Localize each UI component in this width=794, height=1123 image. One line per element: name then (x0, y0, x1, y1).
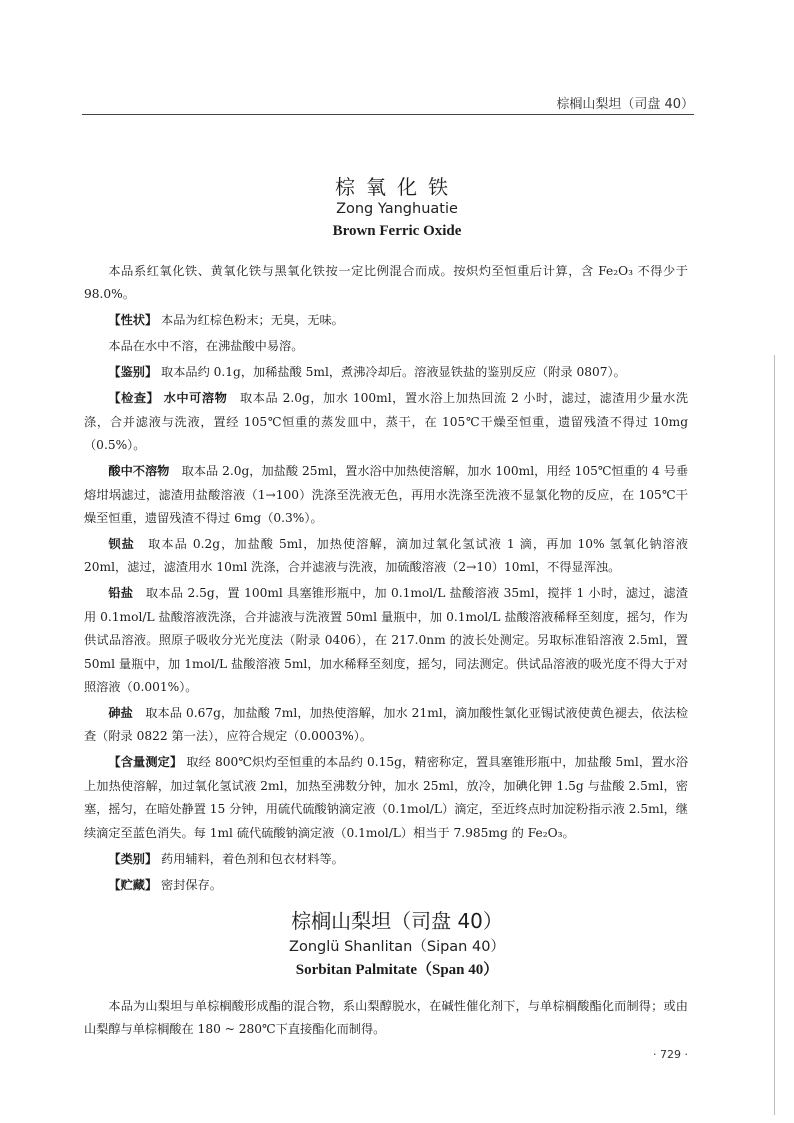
arsenic-section (84, 702, 688, 749)
barium-text: 取本品 0.2g，加盐酸 5ml，加热使溶解，滴加过氧化氢试液 1 滴，再加 10% 氢氧化钠溶液 20ml，滤过，滤渣用水 10ml 洗涤，合并滤液与洗液，加硫酸溶液（2→10）10ml，不得显浑浊。 (84, 537, 688, 575)
page-edge-rule (774, 355, 775, 1115)
category-tag: 【类别】 (108, 851, 158, 866)
lead-section (84, 582, 688, 699)
storage-section (84, 874, 688, 897)
lead-text: 取本品 2.5g，置 100ml 具塞锥形瓶中，加 0.1mol/L 盐酸溶液 35ml，搅拌 1 小时，滤过，滤渣用 0.1mol/L 盐酸溶液洗涤，合并滤液与洗液置 50ml 量瓶中，加 0.1mol/L 盐酸溶液稀释至刻度，摇匀，作为供试品溶液。照原子吸收分光光度法（附录 0406），在 217.0nm 的波长处测定。另取标准铅溶液 2.5ml，置 50ml 量瓶中，加 1mol/L 盐酸溶液 5ml，加水稀释至刻度，摇匀，同法测定。供试品溶液的吸光度不得大于对照溶液（0.001%）。 (84, 586, 689, 695)
monograph2-title-zh: 棕榈山梨坦（司盘 40） (291, 909, 503, 933)
intro-paragraph: 本品系红氧化铁、黄氧化铁与黑氧化铁按一定比例混合而成。按炽灼至恒重后计算，含 Fe₂O₃ 不得少于 98.0%。 (84, 264, 688, 302)
category-section (84, 848, 688, 871)
examination-section (84, 387, 688, 457)
page-number: · 729 · (653, 1048, 688, 1061)
monograph2-intro: 本品为山梨坦与单棕榈酸形成酯的混合物，系山梨醇脱水，在碱性催化剂下，与单棕榈酸酯化而制得；或由山梨醇与单棕榈酸在 180 ~ 280℃下直接酯化而制得。 (84, 999, 688, 1037)
characters-tag: 【性状】 (108, 313, 158, 328)
storage-text: 密封保存。 (161, 877, 222, 892)
monograph-title-pinyin: Zong Yanghuatie (336, 201, 458, 217)
barium-label: 钡盐 (108, 537, 135, 552)
examination-tag: 【检查】 (108, 391, 160, 406)
monograph-title-en: Brown Ferric Oxide (332, 223, 462, 239)
arsenic-text: 取本品 0.67g，加盐酸 7ml，加热使溶解，加水 21ml，滴加酸性氯化亚锡试液使黄色褪去，依法检查（附录 0822 第一法），应符合规定（0.0003%）。 (84, 706, 689, 744)
acid-insoluble-label: 酸中不溶物 (108, 464, 170, 479)
barium-section (84, 533, 688, 580)
assay-tag: 【含量测定】 (108, 755, 183, 770)
monograph2-body (84, 995, 688, 1044)
arsenic-label: 砷盐 (108, 706, 133, 721)
solubility-paragraph: 本品在水中不溶，在沸盐酸中易溶。 (108, 339, 304, 354)
identification-tag: 【鉴别】 (108, 365, 158, 380)
running-header: 棕榈山梨坦（司盘 40） (556, 97, 694, 112)
category-text: 药用辅料，着色剂和包衣材料等。 (161, 851, 344, 866)
lead-label: 铅盐 (108, 586, 134, 601)
monograph-title-zh: 棕氧化铁 (335, 175, 459, 199)
monograph-body (84, 260, 688, 900)
characters-section (84, 309, 688, 332)
characters-text: 本品为红棕色粉末；无臭，无味。 (161, 313, 344, 328)
monograph2-title-en: Sorbitan Palmitate（Span 40） (295, 962, 499, 978)
acid-insoluble-section (84, 460, 688, 530)
monograph2-title-pinyin: Zonglü Shanlitan（Sipan 40） (289, 939, 505, 955)
header-rule (82, 114, 694, 115)
assay-section (84, 751, 688, 845)
assay-text: 取经 800℃炽灼至恒重的本品约 0.15g，精密称定，置具塞锥形瓶中，加盐酸 5ml，置水浴上加热使溶解，加过氧化氢试液 2ml，加热至沸数分钟，加水 25ml，放冷，加碘化钾 1.5g 与盐酸 2.5ml，密塞，摇匀，在暗处静置 15 分钟，用硫代硫酸钠滴定液（0.1mol/L）滴定，至近终点时加淀粉指示液 2.5ml，继续滴定至蓝色消失。每 1ml 硫代硫酸钠滴定液（0.1mol/L）相当于 7.985mg 的 Fe₂O₃。 (84, 755, 689, 840)
storage-tag: 【贮藏】 (108, 877, 158, 892)
water-soluble-text: 取本品 2.0g，加水 100ml，置水浴上加热回流 2 小时，滤过，滤渣用少量水洗涤，合并滤液与洗液，置经 105℃恒重的蒸发皿中，蒸干，在 105℃干燥至恒重，遗留残渣不得过 10mg（0.5%）。 (84, 391, 689, 453)
acid-insoluble-text: 取本品 2.0g，加盐酸 25ml，置水浴中加热使溶解，加水 100ml，用经 105℃恒重的 4 号垂熔坩埚滤过，滤渣用盐酸溶液（1→100）洗涤至洗液无色，再用水洗涤至洗液不显氯化物的反应，在 105℃干燥至恒重，遗留残渣不得过 6mg（0.3%）。 (84, 464, 689, 526)
identification-section (84, 361, 688, 384)
identification-text: 取本品约 0.1g，加稀盐酸 5ml，煮沸冷却后。溶液显铁盐的鉴别反应（附录 0807）。 (161, 365, 626, 380)
water-soluble-label: 水中可溶物 (163, 391, 228, 406)
